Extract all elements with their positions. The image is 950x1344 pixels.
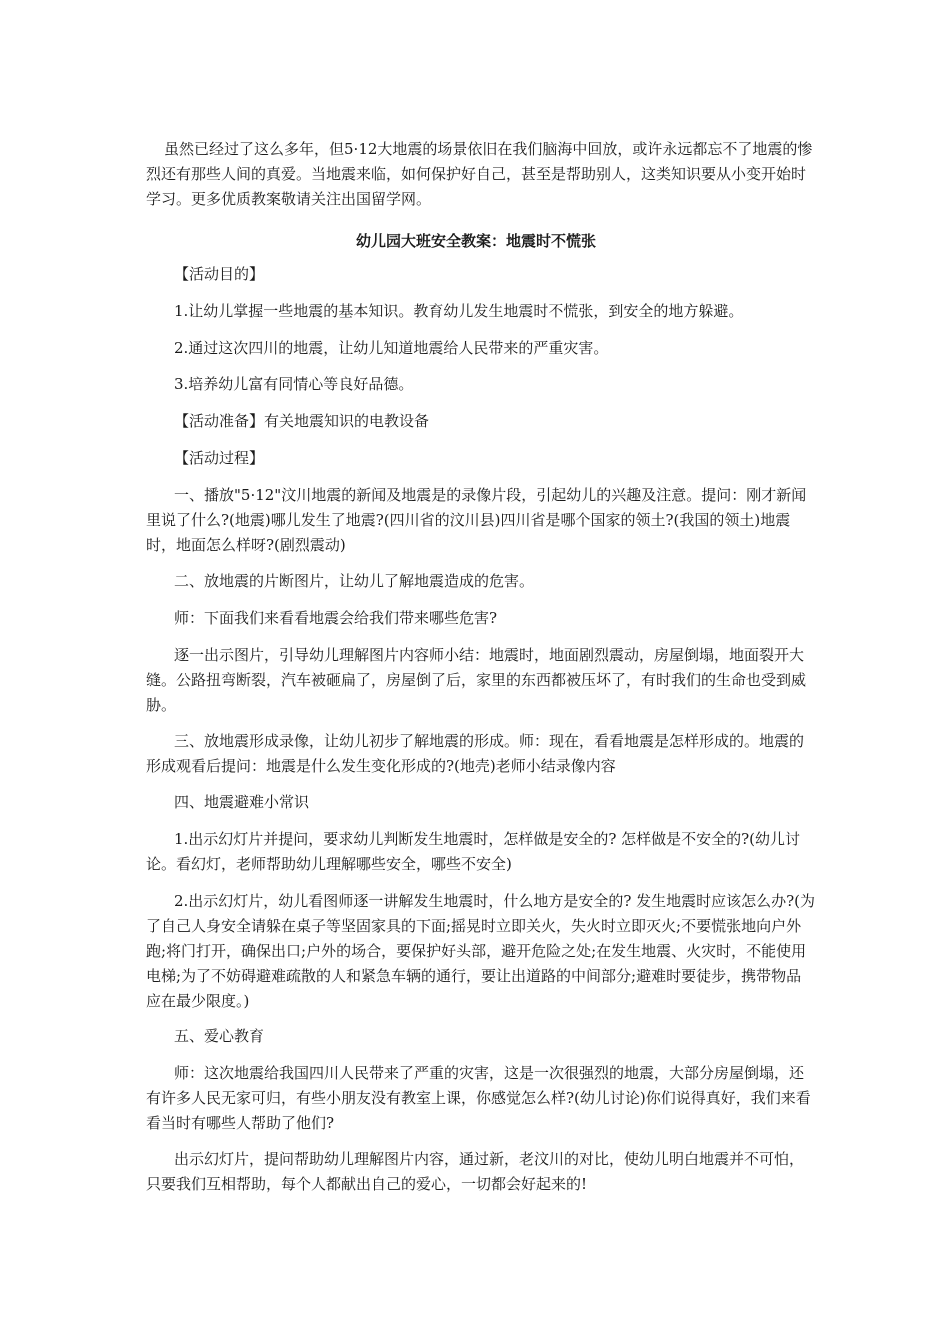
process-step-5: 五、爱心教育 xyxy=(174,1027,265,1045)
process-step-4: 四、地震避难小常识 xyxy=(174,793,310,811)
document-title: 幼儿园大班安全教案：地震时不慌张 xyxy=(355,232,596,250)
teacher-question: 师：下面我们来看看地震会给我们带来哪些危害? xyxy=(174,609,498,627)
section-heading-objectives: 【活动目的】 xyxy=(174,265,265,283)
process-step-1: 一、播放"5·12"汶川地震的新闻及地震是的录像片段，引起幼儿的兴趣及注意。提问：刚才新闻里说了什么?(地震)哪儿发生了地震?(四川省的汶川县)四川省是哪个国家的领土?(我国的领土)地震时，地面怎么样呀?(剧烈震动) xyxy=(146,486,807,554)
objective-item-2: 2.通过这次四川的地震，让幼儿知道地震给人民带来的严重灾害。 xyxy=(174,339,609,357)
process-step-2: 二、放地震的片断图片，让幼儿了解地震造成的危害。 xyxy=(174,572,535,590)
safety-item-1: 1.出示幻灯片并提问，要求幼儿判断发生地震时，怎样做是安全的? 怎样做是不安全的?(幼儿讨论。看幻灯，老师帮助幼儿理解哪些安全，哪些不安全) xyxy=(146,830,801,873)
love-education-paragraph: 师：这次地震给我国四川人民带来了严重的灾害，这是一次很强烈的地震，大部分房屋倒塌，还有许多人民无家可归，有些小朋友没有教室上课，你感觉怎么样?(幼儿讨论)你们说得真好，我们来看看当时有哪些人帮助了他们? xyxy=(146,1064,811,1132)
picture-summary: 逐一出示图片，引导幼儿理解图片内容师小结：地震时，地面剧烈震动，房屋倒塌，地面裂开大缝。公路扭弯断裂，汽车被砸扁了，房屋倒了后，家里的东西都被压坏了，有时我们的生命也受到威胁。 xyxy=(146,646,807,714)
objective-item-1: 1.让幼儿掌握一些地震的基本知识。教育幼儿发生地震时不慌张，到安全的地方躲避。 xyxy=(174,302,744,320)
closing-paragraph: 出示幻灯片，提问帮助幼儿理解图片内容，通过新，老汶川的对比，使幼儿明白地震并不可怕，只要我们互相帮助，每个人都献出自己的爱心，一切都会好起来的! xyxy=(146,1150,805,1193)
process-step-3: 三、放地震形成录像，让幼儿初步了解地震的形成。师：现在，看看地震是怎样形成的。地震的形成观看后提问：地震是什么发生变化形成的?(地壳)老师小结录像内容 xyxy=(146,732,805,775)
section-heading-process: 【活动过程】 xyxy=(174,449,265,467)
objective-item-3: 3.培养幼儿富有同情心等良好品德。 xyxy=(174,375,414,393)
intro-paragraph: 虽然已经过了这么多年，但5·12大地震的场景依旧在我们脑海中回放，或许永远都忘不了地震的惨烈还有那些人间的真爱。当地震来临，如何保护好自己，甚至是帮助别人，这类知识要从小变开始时学习。更多优质教案敬请关注出国留学网。 xyxy=(146,140,813,208)
safety-item-2: 2.出示幻灯片，幼儿看图师逐一讲解发生地震时，什么地方是安全的? 发生地震时应该怎么办?(为了自己人身安全请躲在桌子等坚固家具的下面;摇晃时立即关火，失火时立即灭火;不要慌张地向户外跑;将门打开，确保出口;户外的场合，要保护好头部，避开危险之处;在发生地震、火灾时，不能使用电梯;为了不妨碍避难疏散的人和紧急车辆的通行，要让出道路的中间部分;避难时要徒步，携带物品应在最少限度。) xyxy=(146,892,816,1010)
section-heading-preparation: 【活动准备】有关地震知识的电教设备 xyxy=(174,412,430,430)
